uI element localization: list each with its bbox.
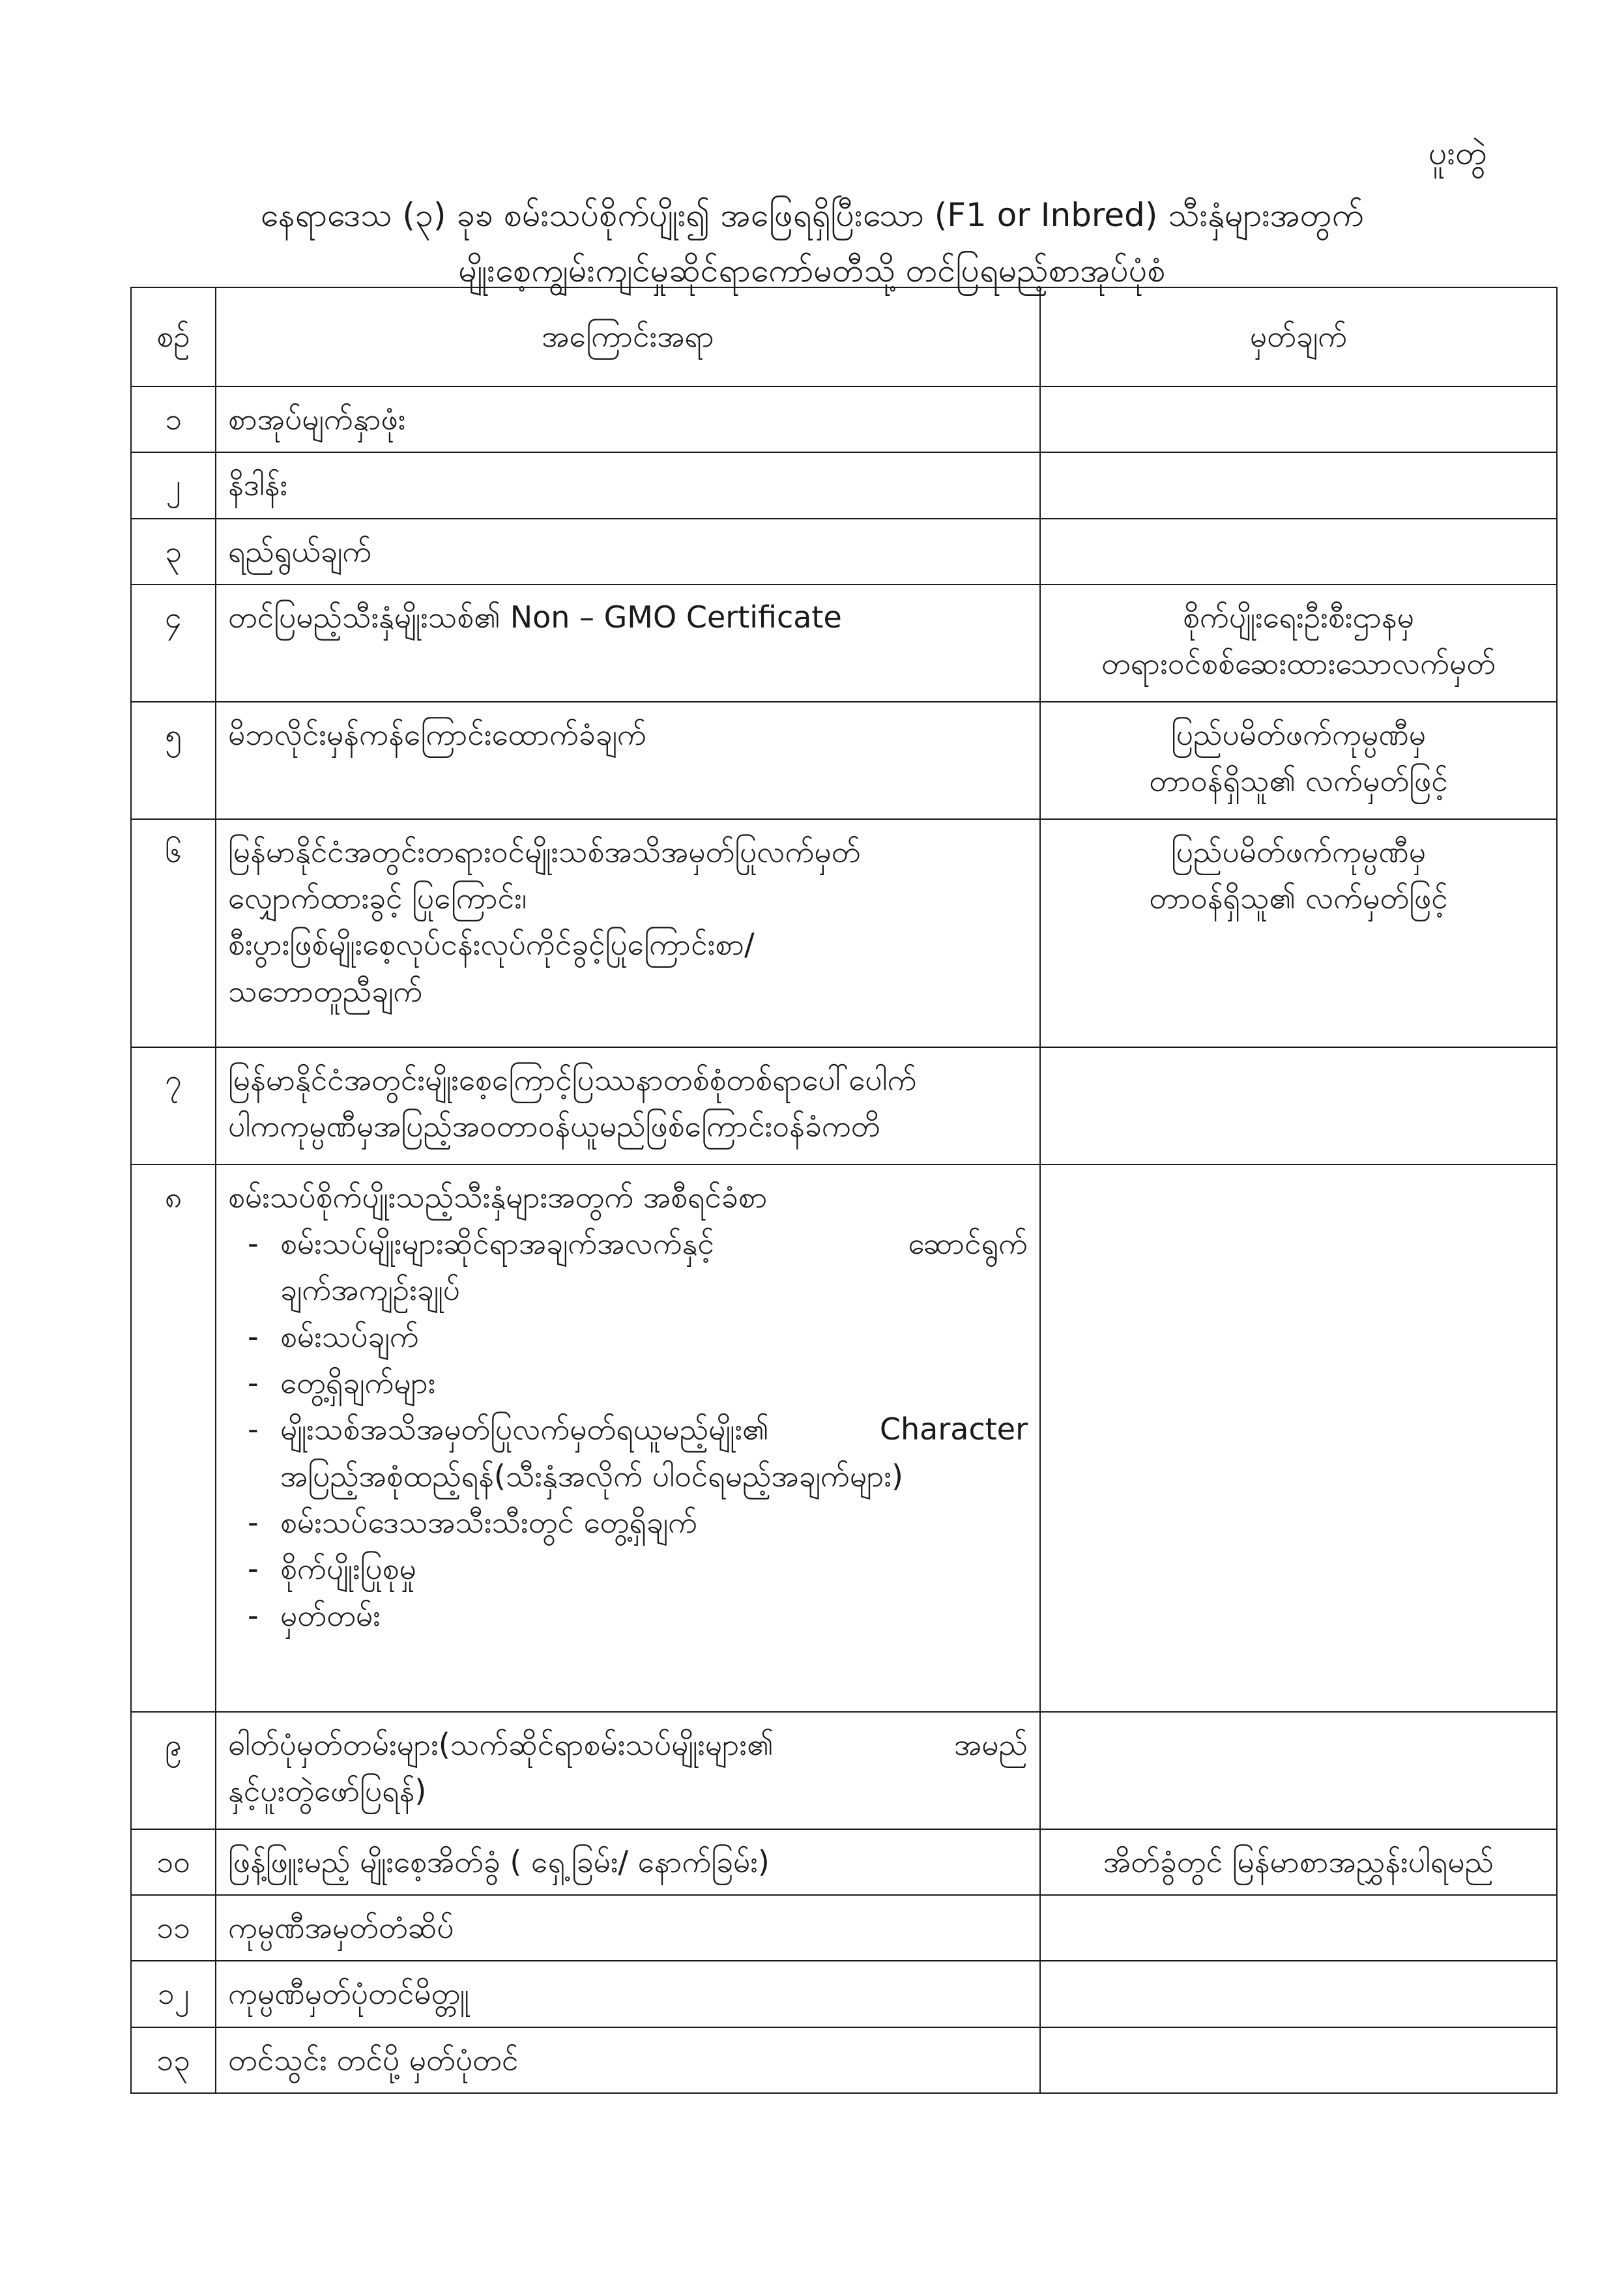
row-remark xyxy=(1040,1961,1557,2027)
item-text: နိဒါန်း xyxy=(228,467,288,503)
row-remark xyxy=(1040,1165,1557,1712)
item-text: ရည်ရွယ်ချက် xyxy=(228,533,372,569)
table-row xyxy=(131,1829,1557,1895)
row-item xyxy=(216,386,1040,452)
row-number: ၁၀ xyxy=(131,1829,216,1895)
row-remark xyxy=(1040,452,1557,518)
item-text: တင်ပြမည့်သီးနှံမျိုးသစ်၏ Non – GMO Certificate xyxy=(228,599,842,635)
row-number: ၁၃ xyxy=(131,2027,216,2093)
table-row xyxy=(131,1895,1557,1961)
item-text: တင်သွင်း တင်ပို့ မှတ်ပုံတင် xyxy=(228,2042,519,2077)
item-line xyxy=(228,1722,1028,1768)
row-item xyxy=(216,1712,1040,1829)
row-item xyxy=(216,819,1040,1047)
item-text: စမ်းသပ်စိုက်ပျိုးသည့်သီးနှံများအတွက် အစီရင်ခံစာ xyxy=(228,1179,768,1215)
row-number: ၆ xyxy=(131,819,216,1047)
item-text: မိဘလိုင်းမှန်ကန်ကြောင်းထောက်ခံချက် xyxy=(228,716,646,752)
list-item-text-right: ဆောင်ရွက် xyxy=(908,1226,1028,1262)
item-text: စာအုပ်မျက်နှာဖုံး xyxy=(228,401,406,437)
row-number: ၁ xyxy=(131,386,216,452)
list-item-line xyxy=(280,1221,1028,1267)
remark-text: တာဝန်ရှိသူ၏ လက်မှတ်ဖြင့် xyxy=(1149,763,1448,799)
list-item xyxy=(228,1406,1028,1499)
row-item xyxy=(216,2027,1040,2093)
table-row xyxy=(131,1712,1557,1829)
row-item xyxy=(216,1829,1040,1895)
row-item xyxy=(216,1961,1040,2027)
table-row xyxy=(131,386,1557,452)
item-text: ကုမ္ပဏီအမှတ်တံဆိပ် xyxy=(228,1910,454,1946)
list-item xyxy=(228,1546,1028,1592)
row-remark xyxy=(1040,2027,1557,2093)
list-item xyxy=(228,1593,1028,1639)
table-row xyxy=(131,585,1557,702)
item-text: သဘောတူညီချက် xyxy=(228,973,423,1009)
header-item: အကြောင်းအရာ xyxy=(216,287,1040,386)
list-item-text: စမ်းသပ်ဒေသအသီးသီးတွင် တွေ့ရှိချက် xyxy=(280,1504,697,1540)
list-item xyxy=(228,1499,1028,1546)
attachment-label: ပူးတွဲ xyxy=(1428,134,1487,172)
table-row xyxy=(131,1165,1557,1712)
item-text-right: အမည် xyxy=(954,1726,1028,1762)
remark-text: အိတ်ခွံတွင် မြန်မာစာအညွှန်းပါရမည် xyxy=(1103,1844,1494,1879)
list-item xyxy=(228,1360,1028,1406)
item-text: မြန်မာနိုင်ငံအတွင်းတရားဝင်မျိုးသစ်အသိအမှတ်ပြုလက်မှတ် xyxy=(228,833,861,869)
list-item xyxy=(228,1221,1028,1314)
row-remark xyxy=(1040,519,1557,585)
item-text: လျှောက်ထားခွင့် ပြုကြောင်း၊ xyxy=(228,880,527,916)
requirements-table xyxy=(130,287,1558,2094)
row-item xyxy=(216,1165,1040,1712)
table-row xyxy=(131,1047,1557,1165)
row-item xyxy=(216,519,1040,585)
row-remark xyxy=(1040,386,1557,452)
list-item-text: စိုက်ပျိုးပြုစုမှု xyxy=(280,1551,416,1587)
item-text: စီးပွားဖြစ်မျိုးစေ့လုပ်ငန်းလုပ်ကိုင်ခွင့်ပြုကြောင်းစာ/ xyxy=(228,927,755,962)
row-remark xyxy=(1040,819,1557,1047)
remark-text: တရားဝင်စစ်ဆေးထားသောလက်မှတ် xyxy=(1101,646,1496,682)
report-contents-list xyxy=(228,1221,1028,1639)
remark-text: ပြည်ပမိတ်ဖက်ကုမ္ပဏီမှ xyxy=(1171,716,1426,752)
list-item xyxy=(228,1314,1028,1360)
document-title: နေရာဒေသ (၃) ခုၶ စမ်းသပ်စိုက်ပျိုး၍ အဖြေရရှိပြီးသော (F1 or Inbred) သီးနှံများအတွက် xyxy=(260,196,1364,234)
item-text: နှင့်ပူးတွဲဖော်ပြရန်) xyxy=(228,1773,427,1809)
row-number: ၄ xyxy=(131,585,216,702)
row-item xyxy=(216,1895,1040,1961)
list-item-text: - မျိုးသစ်အသိအမှတ်ပြုလက်မှတ်ရယူမည့်မျိုး၏ xyxy=(280,1411,769,1447)
item-text: ကုမ္ပဏီမှတ်ပုံတင်မိတ္တူ xyxy=(228,1976,469,2012)
list-item-text: တွေ့ရှိချက်များ xyxy=(280,1365,436,1401)
row-item xyxy=(216,702,1040,819)
row-number: ၃ xyxy=(131,519,216,585)
list-item-text-right: Character xyxy=(879,1411,1028,1447)
row-number: ၈ xyxy=(131,1165,216,1712)
list-item-continuation: ချက်အကျဉ်းချုပ် xyxy=(280,1272,460,1308)
table-row xyxy=(131,2027,1557,2093)
document-subtitle: မျိုးစေ့ကျွမ်းကျင်မှုဆိုင်ရာကော်မတီသို့ တင်ပြရမည့်စာအုပ်ပုံစံ xyxy=(458,252,1166,289)
table-row xyxy=(131,702,1557,819)
remark-text: တာဝန်ရှိသူ၏ လက်မှတ်ဖြင့် xyxy=(1149,880,1448,916)
row-number: ၁၁ xyxy=(131,1895,216,1961)
row-remark xyxy=(1040,1829,1557,1895)
table-header-row xyxy=(131,287,1557,386)
header-remark: မှတ်ချက် xyxy=(1040,287,1557,386)
remark-text: စိုက်ပျိုးရေးဦးစီးဌာနမှ xyxy=(1182,599,1415,635)
row-number: ၇ xyxy=(131,1047,216,1165)
list-item-text: - စမ်းသပ်မျိုးများဆိုင်ရာအချက်အလက်နှင့် xyxy=(280,1226,714,1262)
row-item xyxy=(216,1047,1040,1165)
row-number: ၅ xyxy=(131,702,216,819)
item-text: ပါကကုမ္ပဏီမှအပြည့်အဝတာဝန်ယူမည်ဖြစ်ကြောင်းဝန်ခံကတိ xyxy=(228,1108,880,1144)
list-item-text: မှတ်တမ်း xyxy=(280,1597,381,1633)
list-item-continuation: အပြည့်အစုံထည့်ရန်(သီးနှံအလိုက် ပါဝင်ရမည့်အချက်များ) xyxy=(280,1458,903,1494)
row-remark xyxy=(1040,1712,1557,1829)
list-item-line xyxy=(280,1406,1028,1453)
table-row xyxy=(131,452,1557,518)
row-number: ၉ xyxy=(131,1712,216,1829)
header-no: စဉ် xyxy=(131,287,216,386)
table-row xyxy=(131,519,1557,585)
item-text: မြန်မာနိုင်ငံအတွင်းမျိုးစေ့ကြောင့်ပြဿနာတစ်စုံတစ်ရာပေါ်ပေါက် xyxy=(228,1062,917,1097)
row-remark xyxy=(1040,702,1557,819)
list-item-text: စမ်းသပ်ချက် xyxy=(280,1318,419,1354)
row-number: ၂ xyxy=(131,452,216,518)
row-item xyxy=(216,585,1040,702)
row-remark xyxy=(1040,1895,1557,1961)
item-text: ဖြန့်ဖြူးမည့် မျိုးစေ့အိတ်ခွံ ( ရှေ့ခြမ်း/ နောက်ခြမ်း) xyxy=(228,1844,770,1879)
remark-text: ပြည်ပမိတ်ဖက်ကုမ္ပဏီမှ xyxy=(1171,833,1426,869)
row-remark xyxy=(1040,585,1557,702)
item-text: ဓါတ်ပုံမှတ်တမ်းများ(သက်ဆိုင်ရာစမ်းသပ်မျိုးများ၏ xyxy=(228,1726,774,1762)
table-row xyxy=(131,819,1557,1047)
row-number: ၁၂ xyxy=(131,1961,216,2027)
row-item xyxy=(216,452,1040,518)
row-remark xyxy=(1040,1047,1557,1165)
table-row xyxy=(131,1961,1557,2027)
